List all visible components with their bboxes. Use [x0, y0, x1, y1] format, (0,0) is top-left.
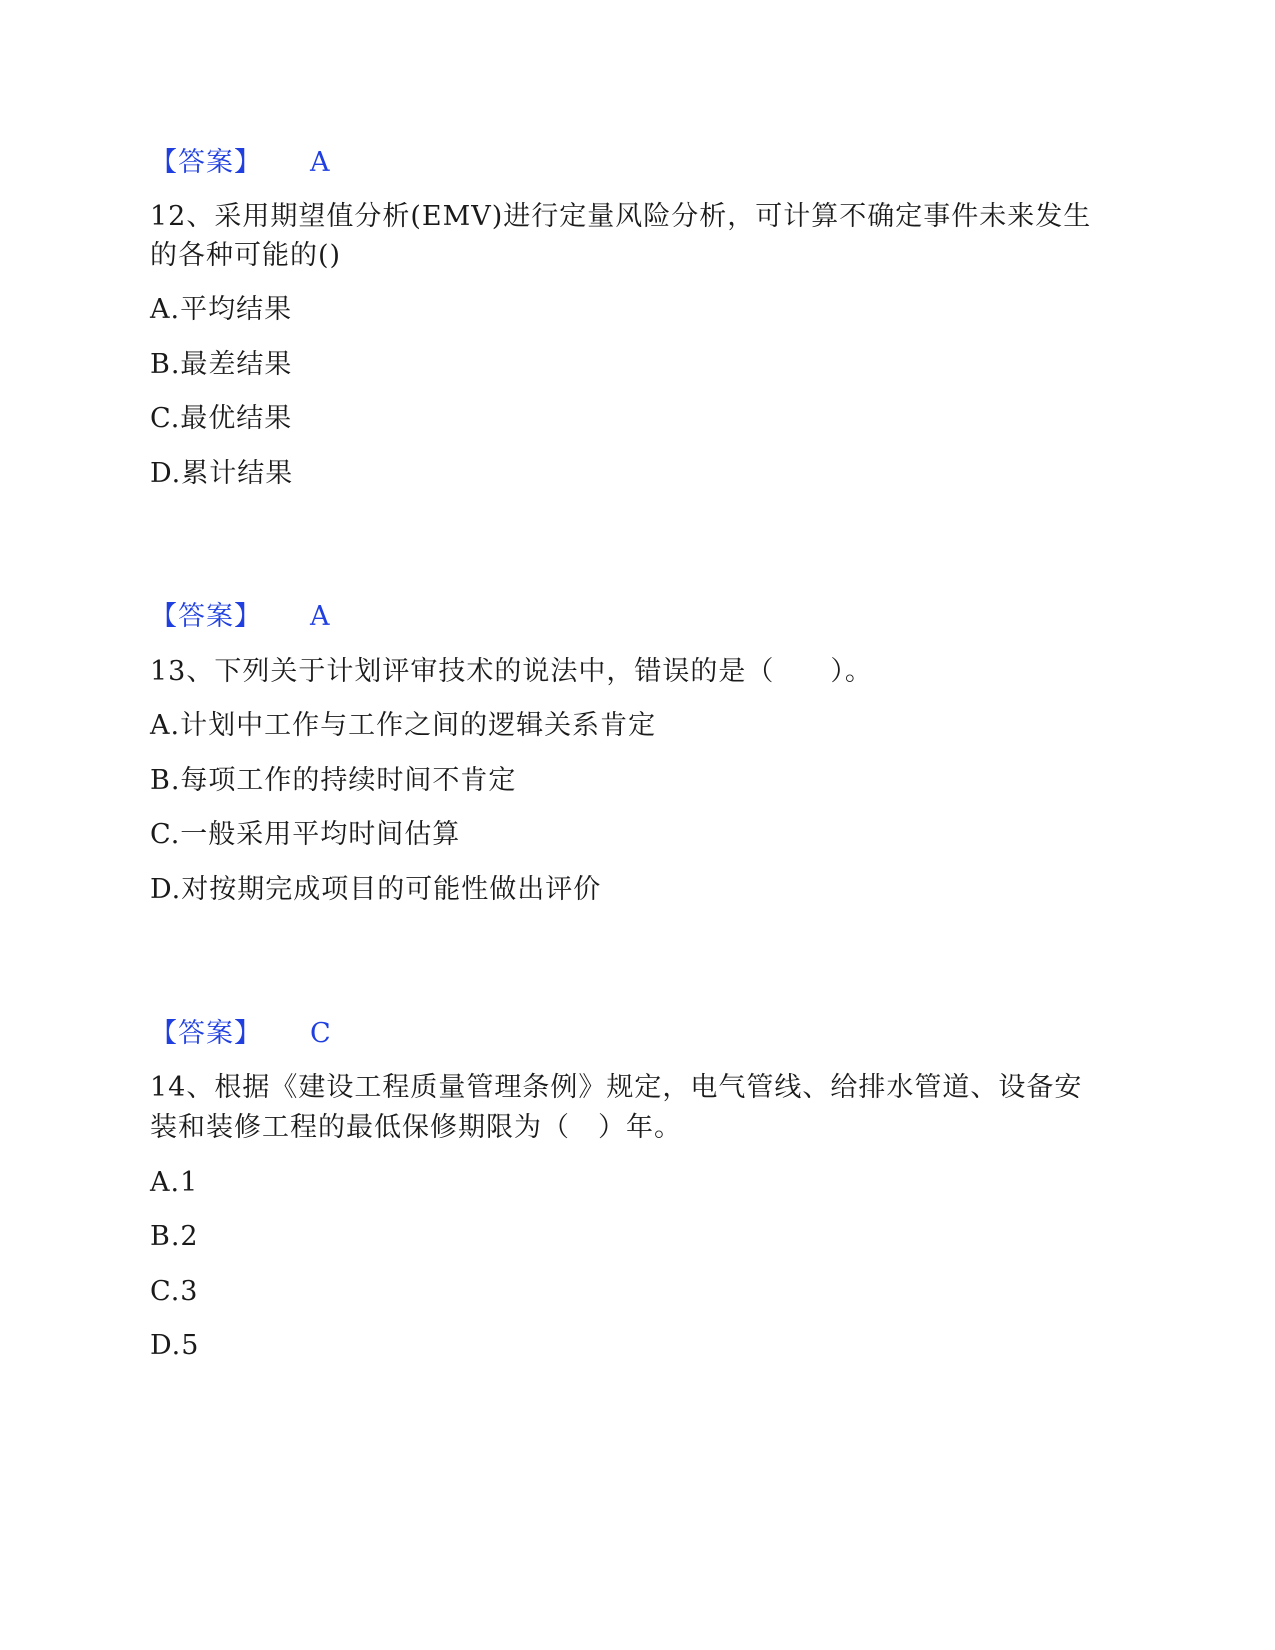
- option-c: C.最优结果: [150, 403, 293, 434]
- answer-value: C: [310, 1018, 332, 1049]
- option-a: A.1: [150, 1167, 199, 1198]
- option-b: B.2: [150, 1221, 199, 1252]
- option-a: A.平均结果: [150, 294, 293, 325]
- option-d: D.5: [150, 1330, 200, 1361]
- answer-value: A: [310, 147, 331, 178]
- answer-label: 【答案】: [150, 1018, 262, 1049]
- answer-label: 【答案】: [150, 147, 262, 178]
- option-b: B.每项工作的持续时间不肯定: [150, 765, 517, 796]
- option-d: D.累计结果: [150, 458, 294, 489]
- answer-label: 【答案】: [150, 601, 262, 632]
- option-c: C.一般采用平均时间估算: [150, 819, 461, 850]
- question-stem-line: 13、下列关于计划评审技术的说法中，错误的是（ ）。: [150, 656, 873, 687]
- option-b: B.最差结果: [150, 349, 293, 380]
- answer-row: [150, 1014, 332, 1054]
- answer-value: A: [310, 601, 331, 632]
- question-stem-line: 装和装修工程的最低保修期限为（ ）年。: [150, 1112, 682, 1143]
- option-a: A.计划中工作与工作之间的逻辑关系肯定: [150, 710, 657, 741]
- question-stem-line: 的各种可能的(): [150, 240, 342, 271]
- question-stem-line: 14、根据《建设工程质量管理条例》规定，电气管线、给排水管道、设备安: [150, 1072, 1083, 1103]
- option-d: D.对按期完成项目的可能性做出评价: [150, 874, 602, 905]
- answer-row: [150, 597, 331, 637]
- option-c: C.3: [150, 1276, 199, 1307]
- answer-row: [150, 143, 331, 183]
- question-stem-line: 12、采用期望值分析(EMV)进行定量风险分析，可计算不确定事件未来发生: [150, 201, 1092, 232]
